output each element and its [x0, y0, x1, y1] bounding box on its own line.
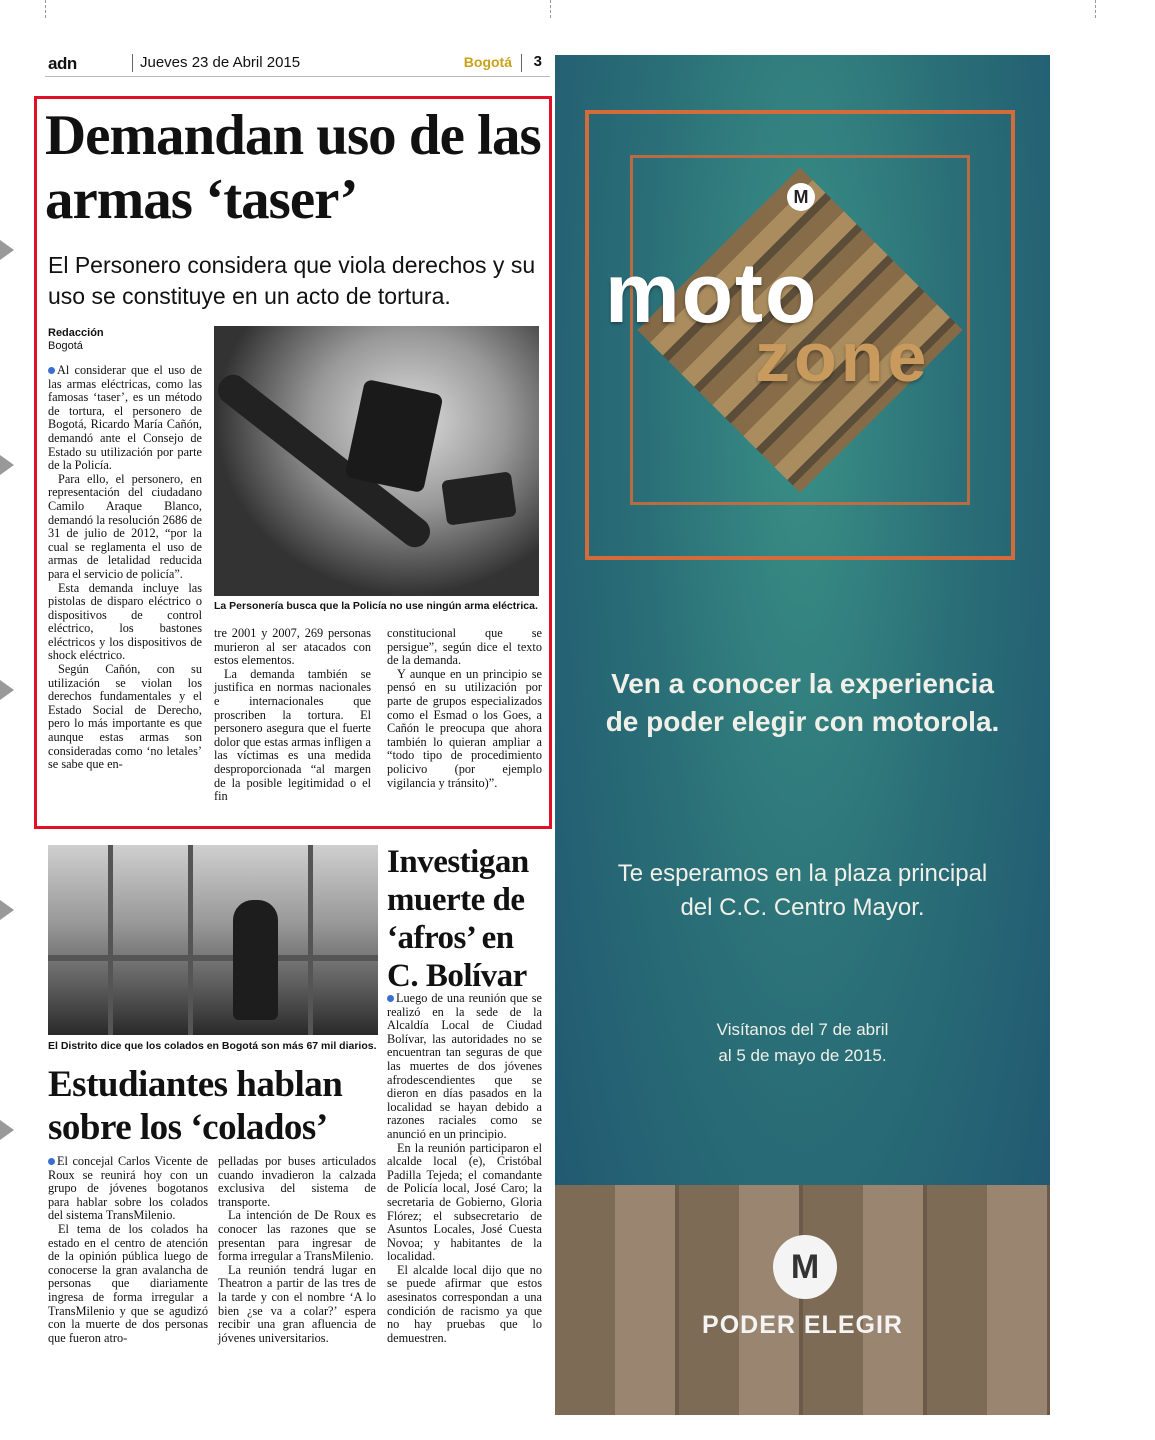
paragraph: Y aunque en un principio se pensó en su utilización por parte de grupos especializados como el Esmad o los Goes, a Cañón le preocupa que ahora también lo quieran ampliar a “todo tipo de procedimiento policivo (por ejemplo vigilancia y tránsito)”. — [387, 666, 542, 790]
scan-artifact — [550, 0, 551, 18]
second-story-column — [387, 992, 542, 1345]
paragraph: Luego de una reunión que se realizó en la sede de la Alcaldía Local de Ciudad Bolívar, las autoridades no se encuentran tan seguras de que las muertes de dos jóvenes afrodescendientes que se dieron en días pasados en la localidad se hayan debido a razones raciales como se anunció en un principio. — [387, 991, 542, 1141]
page-header — [45, 50, 550, 77]
taser-photo — [214, 326, 539, 596]
ad-tagline — [555, 665, 1050, 741]
photo-detail — [308, 845, 313, 1035]
section-label: Bogotá — [463, 54, 512, 70]
ad-dates-line: al 5 de mayo de 2015. — [718, 1046, 887, 1065]
page-number: 3 — [533, 53, 542, 70]
photo-detail — [233, 900, 278, 1020]
third-headline: Estudiantes hablan sobre los ‘colados’ — [48, 1064, 343, 1148]
main-deck: El Personero considera que viola derechos y su uso se constituye en un acto de tortura. — [48, 252, 536, 309]
paragraph: Según Cañón, con su utilización se violan los derechos fundamentales y el Estado Social de Derecho, pero lo más importante es que aunque estas armas son consideradas como ‘no letales’ se sabe que en- — [48, 662, 202, 772]
paragraph: El concejal Carlos Vicente de Roux se reunirá hoy con un grupo de jóvenes bogotanos para hablar sobre los colados del sistema TransMilenio. — [48, 1154, 208, 1223]
paragraph: tre 2001 y 2007, 269 personas murieron al ser atacados con estos elementos. — [214, 626, 371, 668]
main-headline: Demandan uso de las armas ‘taser’ — [45, 104, 541, 231]
colados-photo — [48, 845, 378, 1035]
ad-slogan: PODER ELEGIR — [702, 1311, 903, 1339]
paragraph: Esta demanda incluye las pistolas de disparo eléctrico o dispositivos de control eléctrico, los bastones eléctricos y los dispositivos de shock eléctrico. — [48, 580, 202, 663]
paragraph: La demanda también se justifica en normas nacionales e internacionales que proscriben la tortura. El personero asegura que el fuerte dolor que estas armas infligen a las víctimas es una medida desproporcionada “al margen de la posible legitimidad o el fin — [214, 666, 371, 804]
ad-dates-line: Visítanos del 7 de abril — [716, 1020, 889, 1039]
photo-detail — [48, 955, 378, 961]
photo-detail — [344, 379, 443, 493]
paragraph: En la reunión participaron el alcalde local (e), Cristóbal Padilla Tejeda; el comandante de Policía local, José Caro; la secretaria de Gobierno, Gloria Flórez; el subsecretario de Asuntos Locales, José Cuesta Novoa; y habitantes de la localidad. — [387, 1140, 542, 1264]
motorola-logo-icon: M — [773, 1235, 837, 1299]
divider — [132, 54, 133, 72]
motorola-ad — [555, 55, 1050, 1415]
binding-arrow-icon — [0, 240, 14, 260]
paragraph: El tema de los colados ha estado en el centro de atención de la opinión pública luego de conocerse la gran avalancha de personas que diariamente ingresa de forma irregular a TransMilenio y que se agudizó con la muerte de dos personas que fueron atro- — [48, 1221, 208, 1345]
ad-logo-moto: moto — [605, 246, 819, 340]
photo-detail — [188, 845, 193, 1035]
third-column-2 — [218, 1155, 376, 1345]
second-headline: Investigan muerte de ‘afros’ en C. Bolívar — [387, 844, 529, 994]
bullet-icon — [48, 367, 55, 374]
ad-tagline-line: de poder elegir con motorola. — [605, 706, 1000, 737]
ad-location — [555, 857, 1050, 925]
paragraph: La reunión tendrá lugar en Theatron a partir de las tres de la tarde y con el nombre ‘A lo bien ¿se va a colar?’ espera recibir una gran afluencia de jóvenes universitarios. — [218, 1262, 376, 1345]
main-column-2 — [214, 627, 371, 804]
bullet-icon — [387, 995, 394, 1002]
bullet-icon — [48, 1158, 55, 1165]
photo-detail — [441, 471, 517, 525]
photo-caption: La Personería busca que la Policía no use ningún arma eléctrica. — [214, 600, 538, 612]
binding-arrow-icon — [0, 680, 14, 700]
byline — [48, 327, 104, 353]
paragraph: Para ello, el personero, en representación del ciudadano Camilo Araque Blanco, demandó la resolución 2686 de 31 de julio de 2012, “por la cual se reglamenta el uso de armas de letalidad reducida para el servicio de policía”. — [48, 471, 202, 581]
issue-date: Jueves 23 de Abril 2015 — [140, 54, 301, 71]
binding-arrow-icon — [0, 1120, 14, 1140]
byline-city: Bogotá — [48, 340, 83, 352]
paragraph: pelladas por buses articulados cuando invadieron la calzada exclusiva del sistema de transporte. — [218, 1154, 376, 1209]
wood-floor — [555, 1185, 1050, 1415]
newspaper-logo: adn — [48, 54, 77, 73]
main-column-1 — [48, 364, 202, 772]
motorola-logo-icon: M — [787, 183, 815, 211]
ad-tagline-line: Ven a conocer la experiencia — [611, 668, 994, 699]
third-column-1 — [48, 1155, 208, 1345]
paragraph: constitucional que se persigue”, según dice el texto de la demanda. — [387, 626, 542, 668]
paragraph: Al considerar que el uso de las armas eléctricas, como las famosas ‘taser’, es un método de tortura, el personero de Bogotá, Ricardo María Cañón, demandó ante el Consejo de Estado su utilización por parte de la Policía. — [48, 363, 202, 473]
scan-artifact — [1095, 0, 1096, 18]
scan-artifact — [45, 0, 46, 18]
ad-location-line: del C.C. Centro Mayor. — [680, 894, 925, 921]
binding-arrow-icon — [0, 900, 14, 920]
byline-author: Redacción — [48, 327, 104, 339]
paragraph: El alcalde local dijo que no se puede afirmar que estos asesinatos correspondan a una condición de racismo ya que no hay pruebas que lo demuestren. — [387, 1262, 542, 1345]
ad-dates — [555, 1017, 1050, 1069]
paragraph: La intención de De Roux es conocer las razones que se presentan para ingresar de forma irregular a TransMilenio. — [218, 1208, 376, 1264]
ad-location-line: Te esperamos en la plaza principal — [617, 860, 988, 887]
ad-logo-zone: zone — [755, 318, 931, 396]
photo-detail — [108, 845, 113, 1035]
main-column-3 — [387, 627, 542, 790]
divider — [521, 54, 522, 72]
photo-caption: El Distrito dice que los colados en Bogotá son más 67 mil diarios. — [48, 1040, 377, 1052]
binding-arrow-icon — [0, 455, 14, 475]
